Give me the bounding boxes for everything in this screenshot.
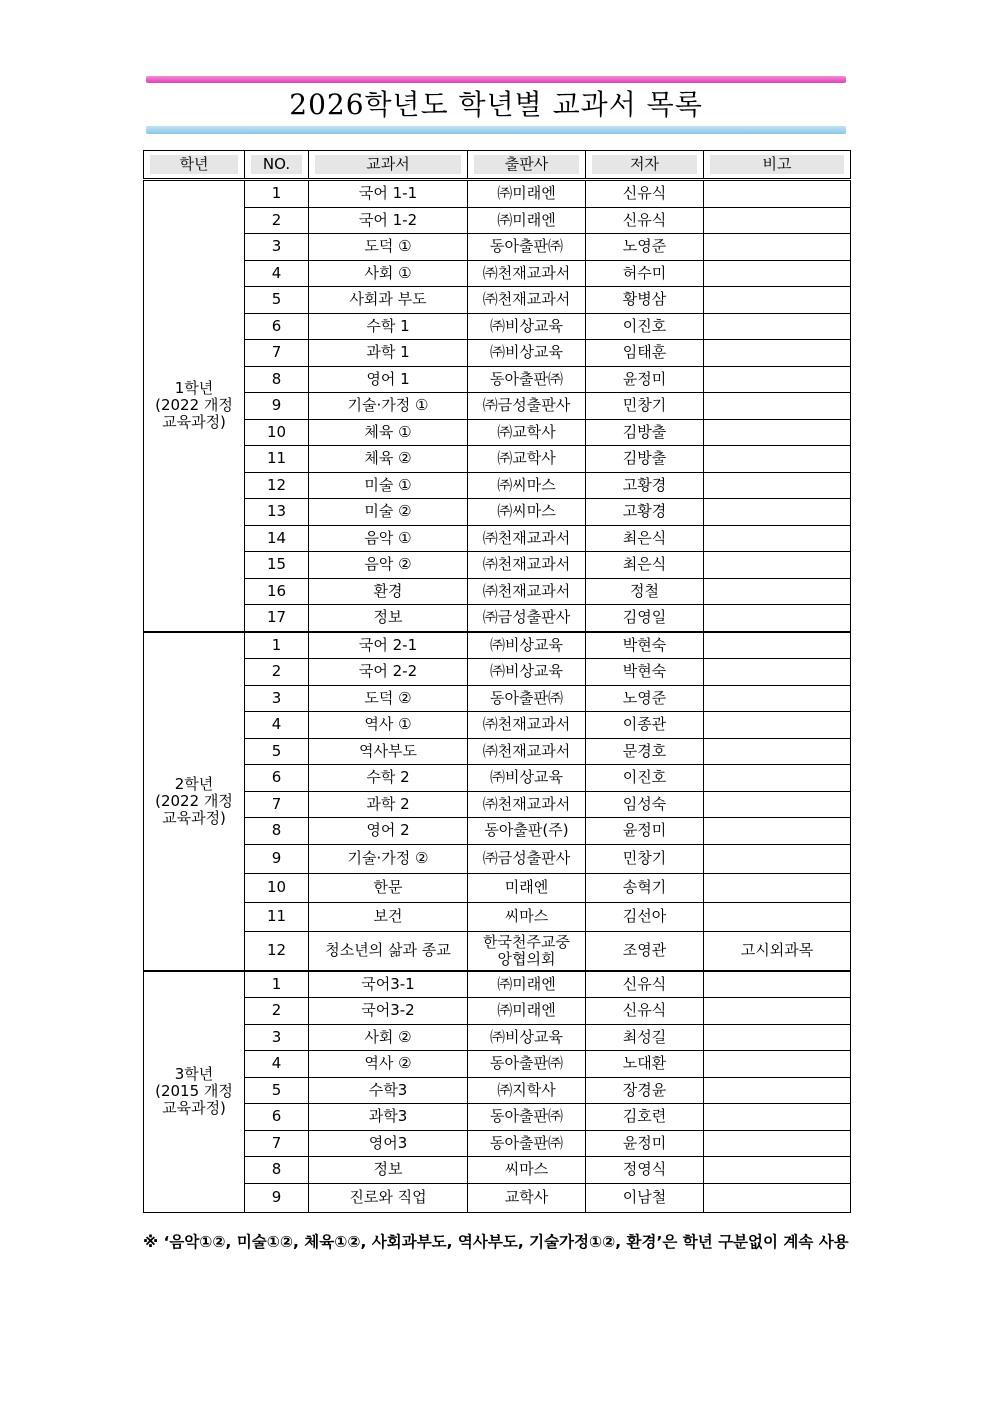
publisher-cell: ㈜천재교과서 [468,578,586,605]
author-cell: 송혁기 [586,873,704,902]
author-cell: 최성길 [586,1024,704,1051]
author-cell: 허수미 [586,260,704,287]
book-cell: 사회과 부도 [309,287,468,314]
grade-line: 3학년 [174,1065,214,1083]
no-cell: 7 [245,791,309,818]
author-cell: 이종관 [586,712,704,739]
author-cell: 김영일 [586,605,704,632]
publisher-cell: ㈜금성출판사 [468,605,586,632]
book-cell: 도덕 ② [309,685,468,712]
book-cell: 보건 [309,902,468,931]
book-cell: 정보 [309,605,468,632]
book-cell: 국어3-2 [309,998,468,1025]
author-cell: 고황경 [586,472,704,499]
note-cell [704,738,851,765]
author-cell: 신유식 [586,207,704,234]
book-cell: 과학 2 [309,791,468,818]
book-cell: 체육 ② [309,446,468,473]
publisher-cell: ㈜미래엔 [468,971,586,998]
publisher-cell: 동아출판㈜ [468,366,586,393]
no-cell: 12 [245,931,309,971]
table-row [144,998,851,1025]
table-row [144,1157,851,1184]
title-top-bar [146,76,846,83]
author-cell: 김방출 [586,419,704,446]
publisher-cell: ㈜씨마스 [468,499,586,526]
publisher-cell: 동아출판㈜ [468,1130,586,1157]
note-cell [704,712,851,739]
book-cell: 수학3 [309,1077,468,1104]
note-cell [704,287,851,314]
author-cell: 이남철 [586,1183,704,1212]
author-cell: 최은식 [586,552,704,579]
author-cell: 김방출 [586,446,704,473]
author-cell: 김호련 [586,1104,704,1131]
book-cell: 역사 ② [309,1051,468,1078]
book-cell: 국어 2-2 [309,659,468,686]
header-publisher: 출판사 [468,151,586,180]
author-cell: 노대환 [586,1051,704,1078]
no-cell: 8 [245,818,309,845]
note-cell [704,472,851,499]
publisher-cell: 교학사 [468,1183,586,1212]
note-cell [704,1183,851,1212]
title-block [146,76,846,134]
table-row [144,234,851,261]
publisher-cell: 씨마스 [468,1157,586,1184]
publisher-cell: ㈜교학사 [468,419,586,446]
author-cell: 노영준 [586,234,704,261]
note-cell [704,552,851,579]
book-cell: 도덕 ① [309,234,468,261]
author-cell: 고황경 [586,499,704,526]
header-book: 교과서 [309,151,468,180]
author-cell: 신유식 [586,180,704,208]
note-cell [704,971,851,998]
book-cell: 국어 1-2 [309,207,468,234]
note-cell [704,902,851,931]
table-row [144,1130,851,1157]
note-cell [704,765,851,792]
note-cell [704,499,851,526]
book-cell: 미술 ① [309,472,468,499]
author-cell: 최은식 [586,525,704,552]
note-cell [704,1104,851,1131]
no-cell: 2 [245,998,309,1025]
no-cell: 4 [245,712,309,739]
publisher-cell: 동아출판㈜ [468,1051,586,1078]
table-row [144,207,851,234]
no-cell: 10 [245,419,309,446]
publisher-cell: ㈜천재교과서 [468,552,586,579]
book-cell: 국어 1-1 [309,180,468,208]
book-cell: 과학 1 [309,340,468,367]
grade-line: 교육과정) [162,1099,226,1117]
no-cell: 14 [245,525,309,552]
author-cell: 장경윤 [586,1077,704,1104]
grade-cell [144,180,245,632]
table-row [144,313,851,340]
publisher-cell: ㈜천재교과서 [468,712,586,739]
table-row [144,1077,851,1104]
no-cell: 9 [245,1183,309,1212]
author-cell: 박현숙 [586,632,704,659]
publisher-cell: ㈜금성출판사 [468,844,586,873]
publisher-line: 앙협의회 [497,949,556,968]
book-cell: 사회 ① [309,260,468,287]
author-cell: 신유식 [586,971,704,998]
note-cell [704,180,851,208]
book-cell: 영어 2 [309,818,468,845]
publisher-cell: ㈜비상교육 [468,632,586,659]
table-row [144,632,851,659]
note-cell [704,1051,851,1078]
book-cell: 한문 [309,873,468,902]
no-cell: 5 [245,1077,309,1104]
publisher-cell: 동아출판㈜ [468,1104,586,1131]
publisher-cell: ㈜비상교육 [468,659,586,686]
book-cell: 환경 [309,578,468,605]
note-cell [704,1157,851,1184]
no-cell: 15 [245,552,309,579]
table-row [144,446,851,473]
book-cell: 영어 1 [309,366,468,393]
no-cell: 8 [245,366,309,393]
no-cell: 7 [245,340,309,367]
note-cell [704,234,851,261]
no-cell: 6 [245,765,309,792]
no-cell: 1 [245,971,309,998]
author-cell: 김선아 [586,902,704,931]
no-cell: 3 [245,685,309,712]
table-row [144,1104,851,1131]
note-cell [704,207,851,234]
publisher-cell: ㈜비상교육 [468,340,586,367]
grade-line: 1학년 [174,379,214,398]
table-row [144,472,851,499]
no-cell: 13 [245,499,309,526]
note-cell [704,659,851,686]
publisher-cell: ㈜금성출판사 [468,393,586,420]
no-cell: 4 [245,1051,309,1078]
table-row [144,844,851,873]
no-cell: 16 [245,578,309,605]
note-cell: 고시외과목 [704,931,851,971]
note-cell [704,393,851,420]
author-cell: 박현숙 [586,659,704,686]
no-cell: 17 [245,605,309,632]
table-row [144,366,851,393]
no-cell: 9 [245,393,309,420]
author-cell: 윤정미 [586,366,704,393]
note-cell [704,340,851,367]
publisher-cell: 동아출판(주) [468,818,586,845]
author-cell: 임성숙 [586,791,704,818]
table-row [144,971,851,998]
note-cell [704,446,851,473]
note-cell [704,1077,851,1104]
header-no: NO. [245,151,309,180]
header-note: 비고 [704,151,851,180]
publisher-cell: ㈜미래엔 [468,180,586,208]
table-row [144,873,851,902]
grade-cell [144,971,245,1213]
book-cell: 정보 [309,1157,468,1184]
author-cell: 조영관 [586,931,704,971]
note-cell [704,844,851,873]
no-cell: 7 [245,1130,309,1157]
table-row [144,340,851,367]
header-grade: 학년 [144,151,245,180]
publisher-cell: ㈜미래엔 [468,998,586,1025]
note-cell [704,260,851,287]
no-cell: 9 [245,844,309,873]
no-cell: 4 [245,260,309,287]
no-cell: 3 [245,1024,309,1051]
publisher-cell: ㈜비상교육 [468,313,586,340]
textbook-table [143,150,851,1213]
table-row [144,931,851,971]
table-row [144,180,851,208]
author-cell: 이진호 [586,765,704,792]
no-cell: 10 [245,873,309,902]
title-bottom-bar [146,126,846,134]
table-row [144,605,851,632]
grade-line: 교육과정) [162,413,226,432]
no-cell: 1 [245,180,309,208]
book-cell: 국어3-1 [309,971,468,998]
publisher-cell: 동아출판㈜ [468,685,586,712]
no-cell: 3 [245,234,309,261]
note-cell [704,419,851,446]
publisher-cell: ㈜천재교과서 [468,738,586,765]
book-cell: 음악 ② [309,552,468,579]
publisher-cell [468,931,586,971]
no-cell: 12 [245,472,309,499]
grade-cell [144,632,245,971]
note-cell [704,578,851,605]
note-cell [704,791,851,818]
no-cell: 6 [245,1104,309,1131]
grade-line: (2022 개정 [155,396,233,415]
note-cell [704,366,851,393]
book-cell: 과학3 [309,1104,468,1131]
book-cell: 음악 ① [309,525,468,552]
book-cell: 역사 ① [309,712,468,739]
book-cell: 미술 ② [309,499,468,526]
no-cell: 6 [245,313,309,340]
page-title: 2026학년도 학년별 교과서 목록 [289,88,703,121]
publisher-cell: ㈜씨마스 [468,472,586,499]
book-cell: 사회 ② [309,1024,468,1051]
grade-line: (2015 개정 [155,1082,233,1100]
table-row [144,685,851,712]
publisher-cell: 미래엔 [468,873,586,902]
note-cell [704,873,851,902]
table-row [144,578,851,605]
no-cell: 2 [245,207,309,234]
no-cell: 8 [245,1157,309,1184]
publisher-cell: ㈜비상교육 [468,1024,586,1051]
publisher-cell: 씨마스 [468,902,586,931]
author-cell: 신유식 [586,998,704,1025]
author-cell: 노영준 [586,685,704,712]
publisher-cell: ㈜천재교과서 [468,791,586,818]
publisher-cell: ㈜교학사 [468,446,586,473]
book-cell: 진로와 직업 [309,1183,468,1212]
note-cell [704,632,851,659]
table-row [144,791,851,818]
table-row [144,712,851,739]
note-cell [704,685,851,712]
grade-line: (2022 개정 [155,791,233,810]
publisher-cell: ㈜비상교육 [468,765,586,792]
footnote: ※ ‘음악①②, 미술①②, 체육①②, 사회과부도, 역사부도, 기술가정①②, 환경’은 학년 구분없이 계속 사용 [143,1233,849,1251]
author-cell: 민창기 [586,393,704,420]
author-cell: 임태훈 [586,340,704,367]
table-row [144,1183,851,1212]
table-row [144,393,851,420]
book-cell: 수학 1 [309,313,468,340]
table-header-row [144,151,851,180]
publisher-line: 한국천주교중 [483,932,570,951]
note-cell [704,998,851,1025]
author-cell: 이진호 [586,313,704,340]
no-cell: 1 [245,632,309,659]
author-cell: 문경호 [586,738,704,765]
no-cell: 2 [245,659,309,686]
note-cell [704,1024,851,1051]
author-cell: 윤정미 [586,818,704,845]
book-cell: 영어3 [309,1130,468,1157]
book-cell: 수학 2 [309,765,468,792]
no-cell: 11 [245,446,309,473]
table-body [144,180,851,1213]
table-row [144,902,851,931]
publisher-cell: ㈜천재교과서 [468,287,586,314]
book-cell: 기술·가정 ② [309,844,468,873]
author-cell: 황병삼 [586,287,704,314]
publisher-cell: 동아출판㈜ [468,234,586,261]
grade-line: 2학년 [174,774,214,793]
author-cell: 정영식 [586,1157,704,1184]
table-row [144,419,851,446]
no-cell: 5 [245,738,309,765]
publisher-cell: ㈜천재교과서 [468,260,586,287]
table-row [144,260,851,287]
table-row [144,1051,851,1078]
table-row [144,552,851,579]
author-cell: 정철 [586,578,704,605]
table-row [144,499,851,526]
no-cell: 5 [245,287,309,314]
table-row [144,765,851,792]
note-cell [704,818,851,845]
book-cell: 국어 2-1 [309,632,468,659]
publisher-cell: ㈜미래엔 [468,207,586,234]
table-row [144,525,851,552]
book-cell: 역사부도 [309,738,468,765]
author-cell: 윤정미 [586,1130,704,1157]
table-row [144,659,851,686]
publisher-cell: ㈜지학사 [468,1077,586,1104]
header-author: 저자 [586,151,704,180]
table-row [144,287,851,314]
book-cell: 기술·가정 ① [309,393,468,420]
publisher-cell: ㈜천재교과서 [468,525,586,552]
book-cell: 체육 ① [309,419,468,446]
note-cell [704,313,851,340]
note-cell [704,525,851,552]
book-cell: 청소년의 삶과 종교 [309,931,468,971]
note-cell [704,1130,851,1157]
grade-line: 교육과정) [162,808,226,827]
author-cell: 민창기 [586,844,704,873]
table-row [144,1024,851,1051]
note-cell [704,605,851,632]
table-row [144,738,851,765]
table-row [144,818,851,845]
no-cell: 11 [245,902,309,931]
